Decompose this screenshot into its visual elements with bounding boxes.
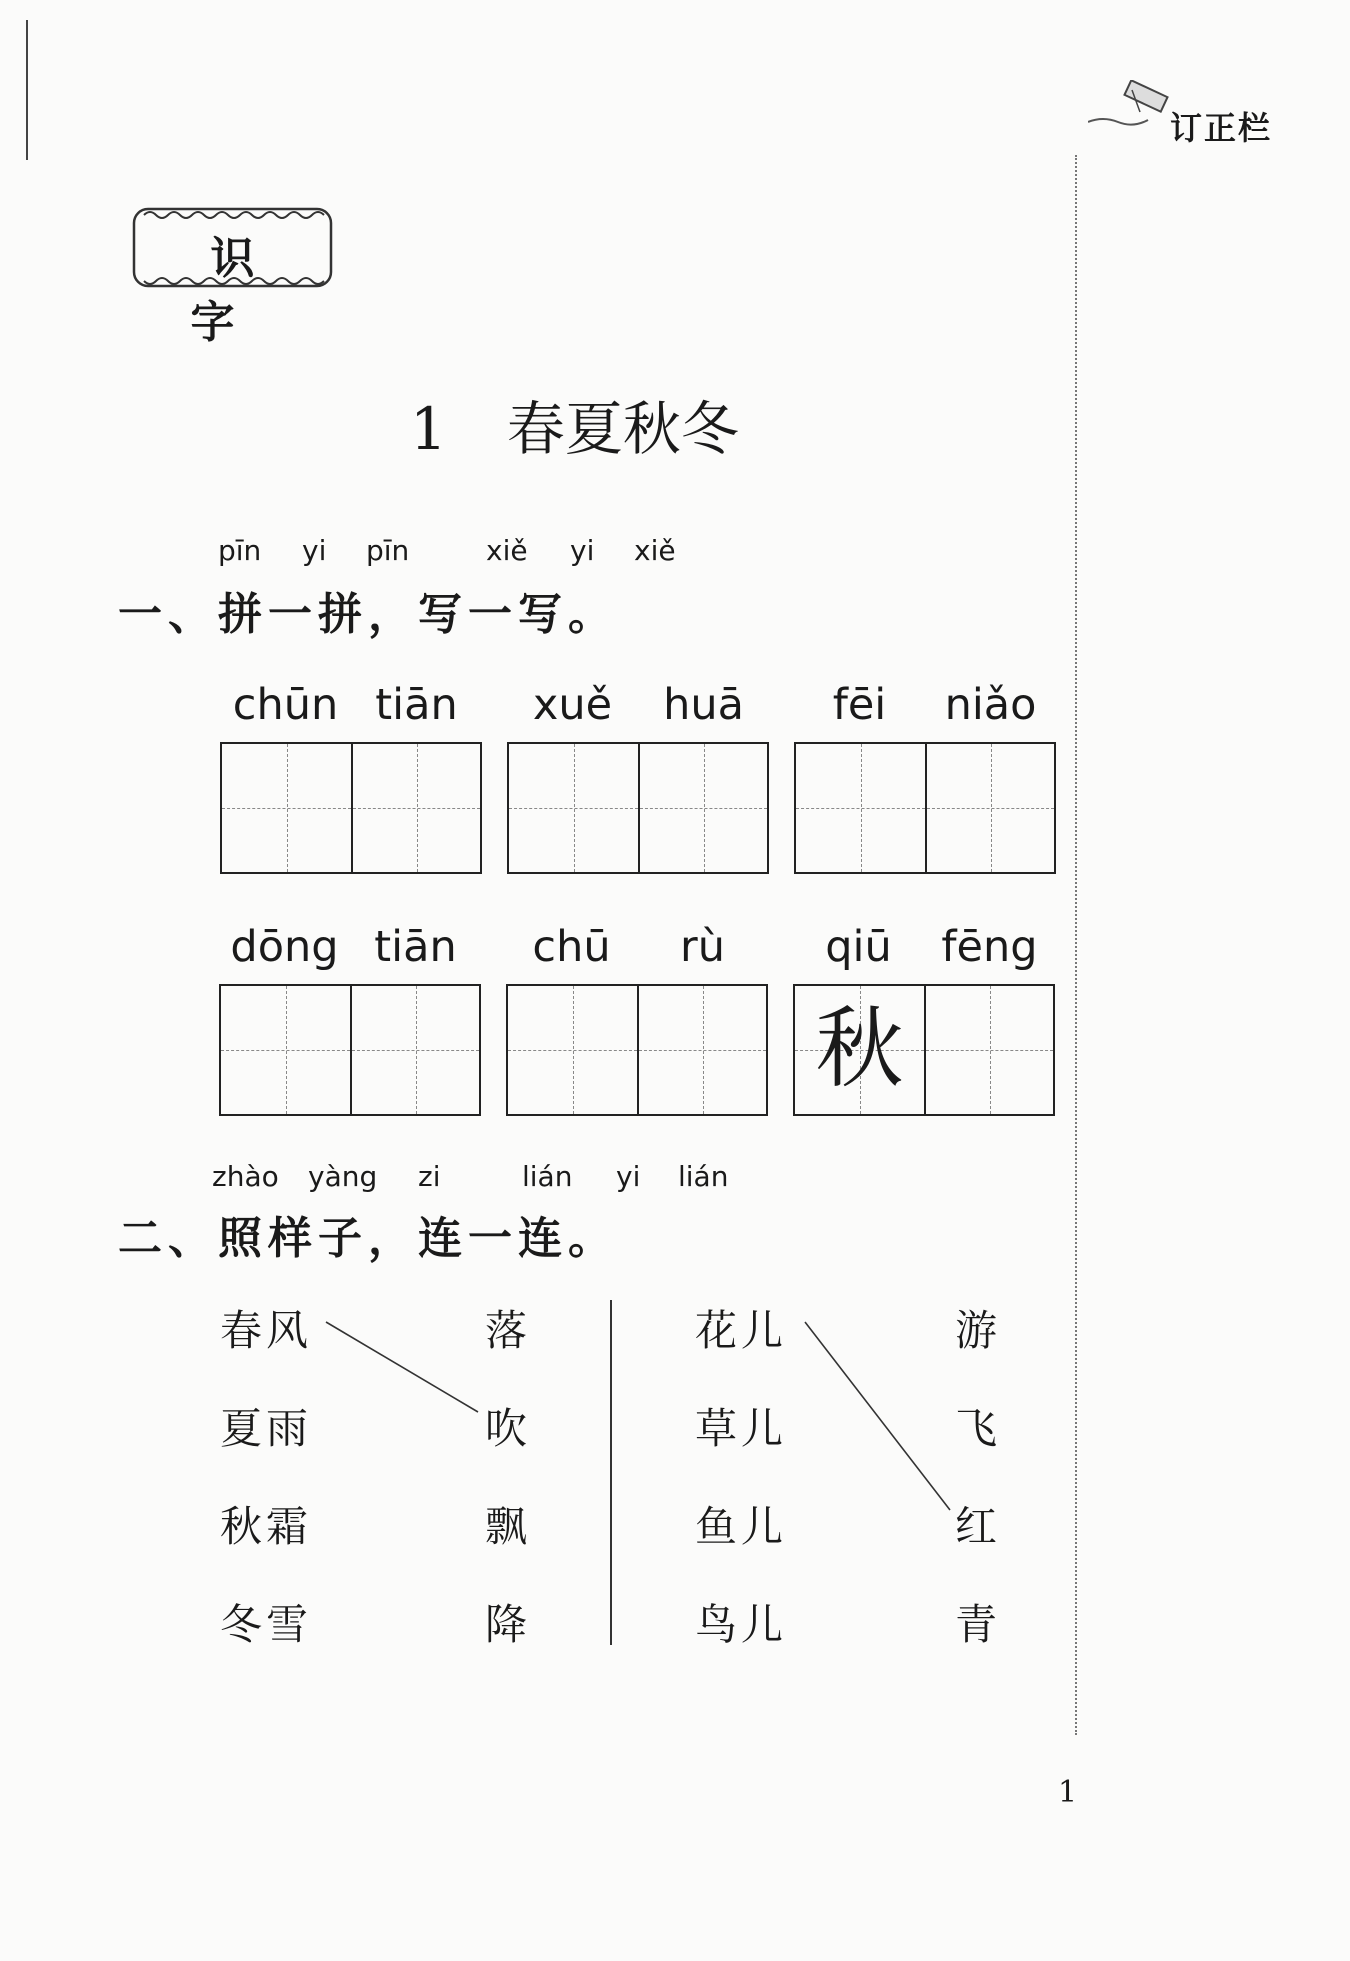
right-noun[interactable]: 花儿 bbox=[695, 1306, 788, 1355]
pinyin-syllable: dōng bbox=[230, 922, 339, 972]
right-noun[interactable]: 鸟儿 bbox=[695, 1600, 788, 1649]
example-connector-line bbox=[326, 1322, 478, 1412]
question-pinyin: yi bbox=[302, 534, 327, 567]
question-pinyin: yàng bbox=[308, 1160, 378, 1193]
left-noun[interactable]: 夏雨 bbox=[220, 1404, 313, 1453]
right-verb[interactable]: 青 bbox=[955, 1600, 1002, 1649]
pinyin-syllable: huā bbox=[663, 680, 744, 730]
pinyin-syllable: rù bbox=[680, 922, 725, 972]
pinyin-syllable: fēi bbox=[832, 680, 887, 730]
pinyin-syllable: fēng bbox=[941, 922, 1038, 972]
question-pinyin: xiě bbox=[634, 534, 676, 567]
left-noun[interactable]: 春风 bbox=[220, 1306, 313, 1355]
left-noun[interactable]: 秋霜 bbox=[220, 1502, 313, 1551]
question-pinyin: pīn bbox=[366, 534, 410, 567]
written-character: 秋 bbox=[815, 997, 904, 1100]
left-verb[interactable]: 飘 bbox=[485, 1502, 532, 1551]
lesson-name: 春夏秋冬 bbox=[506, 395, 739, 463]
lesson-number: 1 bbox=[410, 395, 447, 463]
right-noun[interactable]: 鱼儿 bbox=[695, 1502, 788, 1551]
pinyin-syllable: niǎo bbox=[944, 680, 1037, 730]
right-verb[interactable]: 红 bbox=[955, 1502, 1002, 1551]
example-connector-line bbox=[805, 1322, 950, 1510]
correction-column-label: 订正栏 bbox=[1170, 109, 1273, 147]
right-verb[interactable]: 飞 bbox=[955, 1404, 1002, 1453]
left-verb[interactable]: 落 bbox=[485, 1306, 532, 1355]
left-verb[interactable]: 降 bbox=[485, 1600, 532, 1649]
left-verb[interactable]: 吹 bbox=[485, 1404, 532, 1453]
question-title: 一、拼一拼，写一写。 bbox=[118, 589, 618, 640]
pinyin-syllable: chū bbox=[532, 922, 611, 972]
page-number: 1 bbox=[1058, 1775, 1078, 1810]
question-pinyin: yi bbox=[570, 534, 595, 567]
pinyin-syllable: qiū bbox=[825, 922, 892, 972]
right-noun[interactable]: 草儿 bbox=[695, 1404, 788, 1453]
question-pinyin: lián bbox=[522, 1160, 573, 1193]
question-pinyin: lián bbox=[678, 1160, 729, 1193]
pinyin-syllable: xuě bbox=[532, 680, 613, 730]
right-verb[interactable]: 游 bbox=[955, 1306, 1002, 1355]
pinyin-syllable: tiān bbox=[375, 680, 458, 730]
pinyin-syllable: chūn bbox=[232, 680, 339, 730]
section-badge-label: 识字 bbox=[190, 233, 295, 348]
question-pinyin: zi bbox=[418, 1160, 441, 1193]
pinyin-syllable: tiān bbox=[374, 922, 457, 972]
question-title: 二、照样子，连一连。 bbox=[118, 1213, 618, 1264]
left-noun[interactable]: 冬雪 bbox=[220, 1600, 313, 1649]
question-pinyin: xiě bbox=[486, 534, 528, 567]
question-pinyin: pīn bbox=[218, 534, 262, 567]
question-pinyin: yi bbox=[616, 1160, 641, 1193]
question-pinyin: zhào bbox=[212, 1160, 279, 1193]
